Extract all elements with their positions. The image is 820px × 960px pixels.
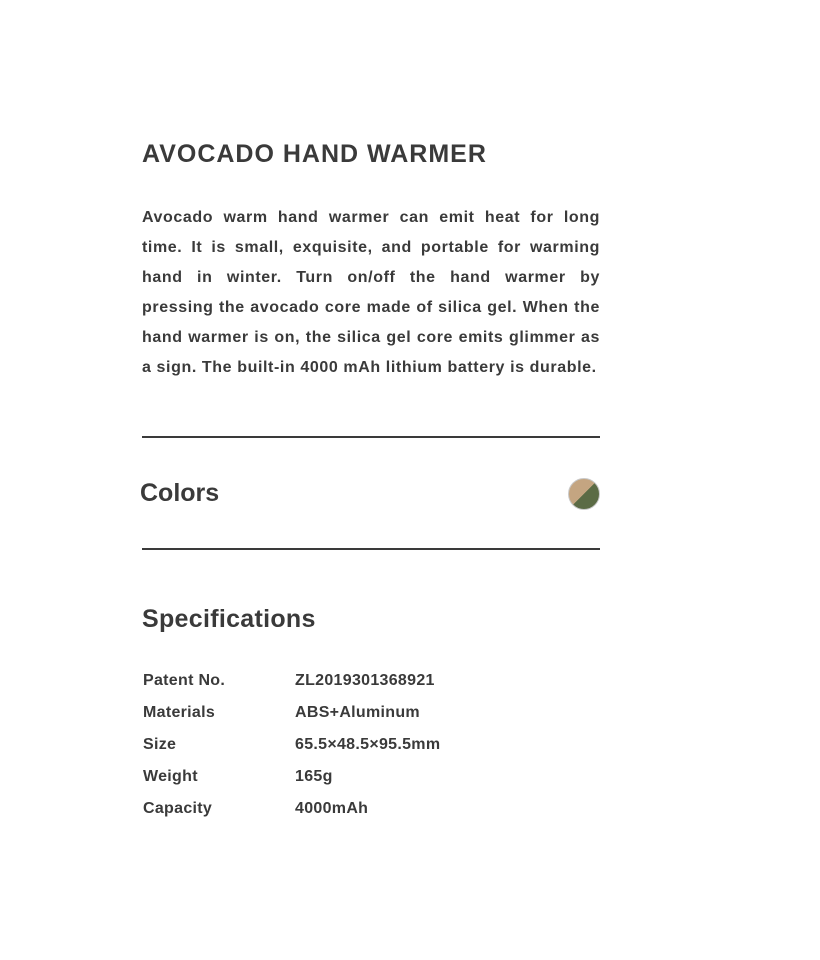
colors-divider-bottom bbox=[142, 548, 600, 550]
spec-value: ZL2019301368921 bbox=[295, 672, 435, 689]
product-description: Avocado warm hand warmer can emit heat for long time. It is small, exquisite, and portable for warming hand in winter. Turn on/off the hand warmer by pressing the avocado core made of silica gel. When the hand warmer is on, the silica gel core emits glimmer as a sign. The built-in 4000 mAh lithium battery is durable. bbox=[142, 209, 600, 376]
spec-row-weight bbox=[143, 764, 440, 796]
specifications-title: Specifications bbox=[142, 605, 316, 633]
spec-value: ABS+Aluminum bbox=[295, 704, 420, 721]
product-title: AVOCADO HAND WARMER bbox=[142, 140, 487, 168]
specifications-table bbox=[143, 668, 440, 828]
spec-key: Size bbox=[143, 736, 177, 753]
spec-value: 4000mAh bbox=[295, 800, 369, 817]
colors-label: Colors bbox=[140, 479, 220, 507]
spec-row-patent bbox=[143, 668, 440, 700]
spec-row-capacity bbox=[143, 796, 440, 828]
colors-divider-top bbox=[142, 436, 600, 438]
spec-row-materials bbox=[143, 700, 440, 732]
spec-value: 65.5×48.5×95.5mm bbox=[295, 736, 441, 753]
spec-value: 165g bbox=[295, 768, 333, 785]
spec-row-size bbox=[143, 732, 440, 764]
spec-key: Capacity bbox=[143, 800, 213, 817]
avocado-color-swatch[interactable] bbox=[568, 478, 600, 510]
spec-key: Patent No. bbox=[143, 672, 226, 689]
spec-key: Materials bbox=[143, 704, 216, 721]
spec-key: Weight bbox=[143, 768, 198, 785]
